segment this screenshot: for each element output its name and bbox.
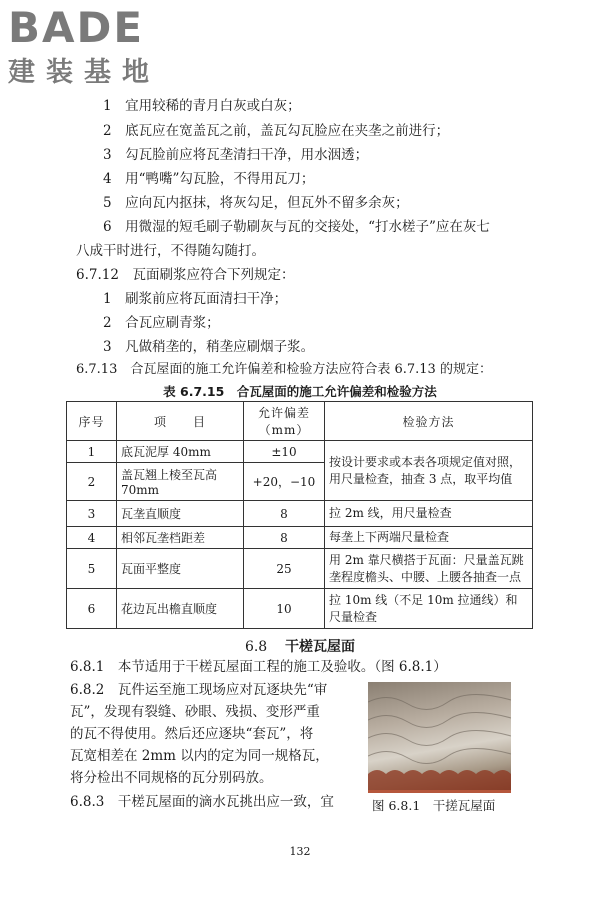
cell-tolerance: 25: [244, 549, 325, 589]
roof-photo: [368, 682, 511, 793]
logo: [8, 4, 183, 104]
list-item: 2 底瓦应在宽盖瓦之前，盖瓦勾瓦脸应在夹垄之前进行；: [103, 123, 450, 139]
cell-tolerance: 8: [244, 501, 325, 527]
cell-item: 花边瓦出檐直顺度: [117, 589, 244, 629]
cell-method: 用 2m 靠尺横搭于瓦面：尺量盖瓦跳垄程度檐头、中腰、上腰各抽查一点: [325, 549, 533, 589]
table-row: [67, 441, 533, 463]
cell-item: 盖瓦翘上棱至瓦高70mm: [117, 463, 244, 501]
cell-item: 底瓦泥厚 40mm: [117, 441, 244, 463]
cell-no: 1: [67, 441, 117, 463]
cell-item: 瓦面平整度: [117, 549, 244, 589]
logo-subtitle: 建装基地: [8, 57, 160, 88]
tolerance-table: [66, 401, 533, 629]
logo-wordmark: BADE: [8, 3, 145, 52]
list-item: 3 凡做稍垄的，稍垄应刷烟子浆。: [103, 339, 315, 355]
list-item: 1 刷浆前应将瓦面清扫干净；: [103, 291, 288, 307]
cell-no: 3: [67, 501, 117, 527]
clause-heading: 6.7.12 瓦面刷浆应符合下列规定：: [76, 267, 295, 283]
cell-tolerance: ±10: [244, 441, 325, 463]
header-method: 检验方法: [325, 402, 533, 441]
figure-caption: 图 6.8.1 干搓瓦屋面: [372, 798, 496, 813]
roof-tiles-image: [368, 682, 511, 790]
paragraph-681: 6.8.1 本节适用于干槎瓦屋面工程的施工及验收。（图 6.8.1）: [70, 659, 447, 675]
cell-method: 每垄上下两端尺量检查: [325, 527, 533, 549]
cell-method-merged: 按设计要求或本表各项规定值对照，用尺量检查，抽查 3 点，取平均值: [325, 441, 533, 501]
paragraph-682-line: 瓦”，发现有裂缝、砂眼、残损、变形严重: [70, 704, 320, 720]
table-header-row: [67, 402, 533, 441]
table-row: [67, 527, 533, 549]
cell-item: 瓦垄直顺度: [117, 501, 244, 527]
cell-method: 拉 10m 线（不足 10m 拉通线）和尺量检查: [325, 589, 533, 629]
paragraph-683: 6.8.3 干槎瓦屋面的滴水瓦挑出应一致，宜: [70, 794, 334, 810]
section-title: 干槎瓦屋面: [285, 639, 356, 655]
paragraph-682-line: 将分检出不同规格的瓦分别码放。: [70, 770, 273, 786]
cell-tolerance: +20，−10: [244, 463, 325, 501]
section-number: 6.8: [244, 639, 268, 655]
cell-tolerance: 8: [244, 527, 325, 549]
table-title: 表 6.7.15 合瓦屋面的施工允许偏差和检验方法: [163, 384, 437, 399]
cell-item: 相邻瓦垄档距差: [117, 527, 244, 549]
cell-no: 5: [67, 549, 117, 589]
paragraph-682-line: 6.8.2 瓦件运至施工现场应对瓦逐块先“审: [70, 682, 328, 698]
list-item: 1 宜用较稀的青月白灰或白灰；: [103, 98, 301, 114]
header-tolerance: 允许偏差（mm）: [244, 402, 325, 441]
paragraph-682-line: 的瓦不得使用。然后还应逐块“套瓦”，将: [70, 726, 314, 742]
list-item: 6 用微湿的短毛刷子勒刷灰与瓦的交接处，“打水槎子”应在灰七: [103, 219, 490, 235]
cell-tolerance: 10: [244, 589, 325, 629]
cell-no: 2: [67, 463, 117, 501]
cell-no: 6: [67, 589, 117, 629]
list-item: 3 勾瓦脸前应将瓦垄清扫干净，用水洇透；: [103, 147, 369, 163]
table-row: [67, 549, 533, 589]
cell-method: 拉 2m 线，用尺量检查: [325, 501, 533, 527]
page-number: 132: [289, 845, 311, 858]
list-item: 5 应向瓦内抠抹，将灰勾足，但瓦外不留多余灰；: [103, 195, 409, 211]
list-item: 4 用“鸭嘴”勾瓦脸，不得用瓦刀；: [103, 171, 315, 187]
table-row: [67, 501, 533, 527]
header-no: 序号: [67, 402, 117, 441]
list-item: 2 合瓦应刷青浆；: [103, 315, 220, 331]
section-heading: [0, 636, 600, 656]
cell-no: 4: [67, 527, 117, 549]
table-row: [67, 589, 533, 629]
clause-heading: 6.7.13 合瓦屋面的施工允许偏差和检验方法应符合表 6.7.13 的规定：: [76, 362, 492, 377]
header-item: 项 目: [117, 402, 244, 441]
list-item-continuation: 八成干时进行，不得随勾随打。: [76, 243, 265, 259]
paragraph-682-line: 瓦宽相差在 2mm 以内的定为同一规格瓦，: [70, 748, 329, 764]
